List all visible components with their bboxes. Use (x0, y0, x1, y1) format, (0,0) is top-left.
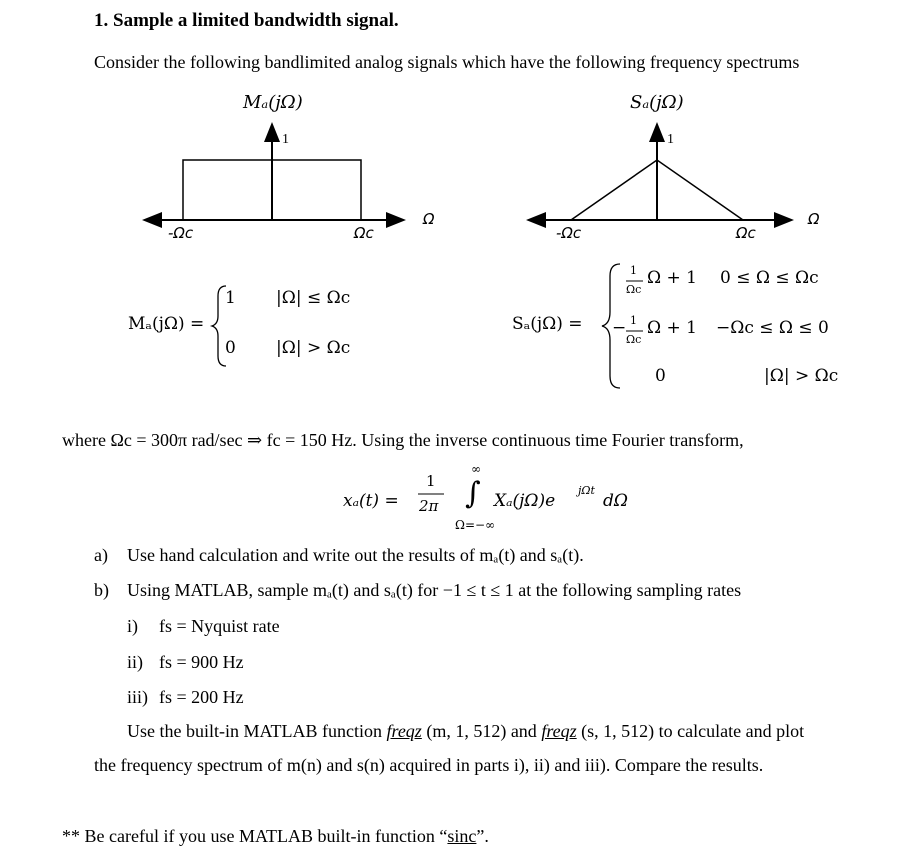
part-a-label: a) (94, 545, 108, 565)
graph-s-pos-cutoff: Ωc (736, 224, 756, 242)
use-pre: Use the built-in MATLAB function (127, 721, 387, 741)
graph-m-neg-cutoff: -Ωc (168, 224, 194, 242)
part-ii-label: ii) (127, 652, 143, 672)
eq-s-case3-condition: |Ω| > Ωc (764, 366, 839, 386)
note-post: ”. (476, 826, 489, 846)
question-heading: 1. Sample a limited bandwidth signal. (94, 10, 399, 31)
ift-lhs: xₐ(t) = (343, 491, 399, 511)
ift-differential: dΩ (603, 491, 628, 511)
part-a-text: Use hand calculation and write out the results of mₐ(t) and sₐ(t). (127, 545, 584, 565)
sinc-link[interactable]: sinc (447, 826, 477, 846)
eq-s-lhs: Sₐ(jΩ) = (512, 314, 583, 334)
part-iii-text: fs = 200 Hz (159, 687, 244, 707)
part-b-text: Using MATLAB, sample mₐ(t) and sₐ(t) for −1 ≤ t ≤ 1 at the following sampling rates (127, 580, 742, 600)
eq-s-case2-tail: Ω + 1 (647, 318, 697, 338)
intro-text: Consider the following bandlimited analog signals which have the following frequency spectrums (94, 52, 800, 72)
eq-s-case1-condition: 0 ≤ Ω ≤ Ωc (720, 268, 819, 288)
integral-sign-icon: ∫ (465, 476, 481, 511)
ift-frac-den: 2π (419, 497, 439, 515)
note-pre: ** Be careful if you use MATLAB built-in function “ (62, 826, 448, 846)
eq-s-case1-frac-num: 1 (630, 264, 637, 277)
ift-integrand: Xₐ(jΩ)e (494, 491, 556, 511)
part-iii-label: iii) (127, 687, 148, 707)
eq-s-case2-frac-den: Ωc (626, 333, 642, 346)
eq-s-case3-value: 0 (655, 366, 666, 386)
eq-s-case2-condition: −Ωc ≤ Ω ≤ 0 (716, 318, 829, 338)
ift-frac-num: 1 (426, 472, 436, 490)
eq-s-case2-frac-num: 1 (630, 314, 637, 327)
eq-m-case1-value: 1 (225, 288, 236, 308)
use-line-2: the frequency spectrum of m(n) and s(n) acquired in parts i), ii) and iii). Compare the results. (94, 755, 764, 775)
eq-s-case1-tail: Ω + 1 (647, 268, 697, 288)
use-mid-1: (m, 1, 512) and (421, 721, 542, 741)
use-line-1 (127, 721, 804, 742)
graph-m-axis-label: Ω (423, 210, 435, 228)
eq-m-case2-condition: |Ω| > Ωc (276, 338, 351, 358)
graph-s-title: Sₐ(jΩ) (630, 92, 684, 113)
graph-s-peak-label: 1 (667, 132, 674, 147)
part-ii-text: fs = 900 Hz (159, 652, 244, 672)
freqz-link-1[interactable]: freqz (386, 721, 422, 741)
graph-m-pos-cutoff: Ωc (354, 224, 374, 242)
ift-upper-limit: ∞ (471, 462, 481, 476)
eq-m-case1-condition: |Ω| ≤ Ωc (276, 288, 351, 308)
note-line (62, 826, 489, 847)
eq-s-case2-sign: − (612, 318, 627, 338)
eq-s-case1-frac-den: Ωc (626, 283, 642, 296)
graph-s-axis-label: Ω (808, 210, 820, 228)
freqz-link-2[interactable]: freqz (541, 721, 577, 741)
part-i-label: i) (127, 616, 138, 636)
eq-m-lhs: Mₐ(jΩ) = (128, 314, 205, 334)
part-b-label: b) (94, 580, 109, 600)
eq-m-case2-value: 0 (225, 338, 236, 358)
ift-exponent: jΩt (578, 484, 595, 497)
part-i-text: fs = Nyquist rate (159, 616, 280, 636)
ift-lower-limit: Ω=−∞ (455, 518, 496, 532)
where-line: where Ωc = 300π rad/sec ⇒ fc = 150 Hz. Using the inverse continuous time Fourier transform, (62, 430, 744, 450)
use-mid-2: (s, 1, 512) to calculate and plot (576, 721, 805, 741)
graph-m-peak-label: 1 (282, 132, 289, 147)
graph-s-neg-cutoff: -Ωc (556, 224, 582, 242)
graph-m-title: Mₐ(jΩ) (243, 92, 303, 113)
